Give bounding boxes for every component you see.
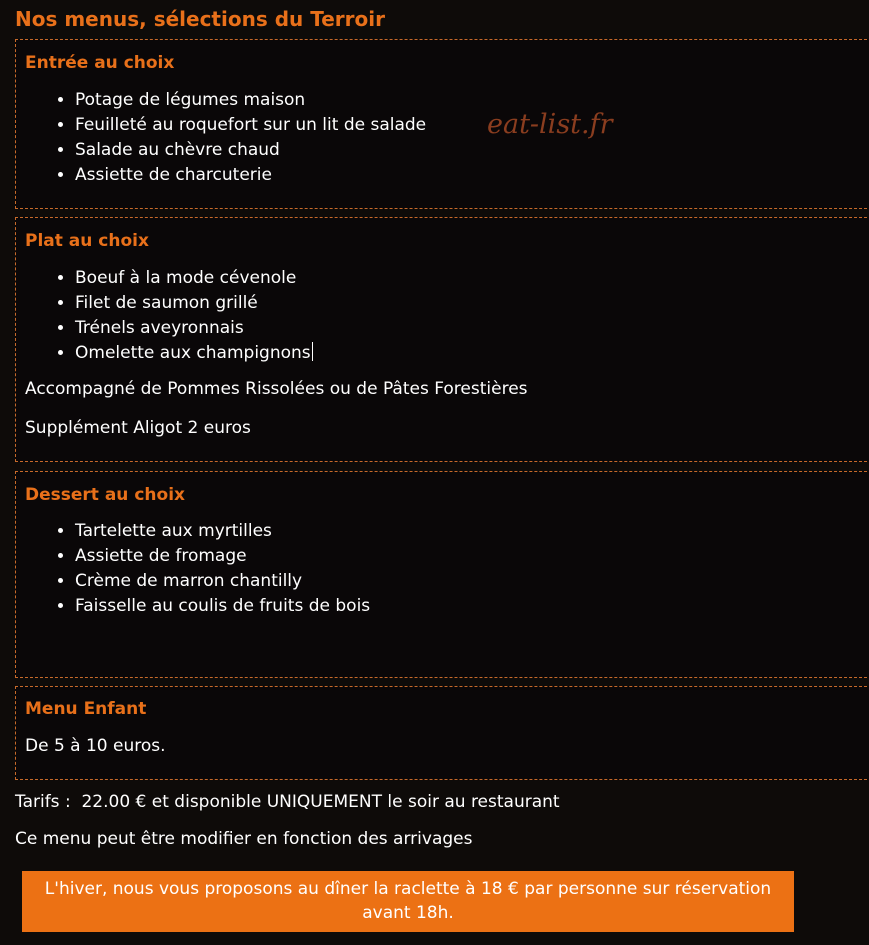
entree-section bbox=[15, 39, 869, 209]
dessert-list bbox=[25, 519, 370, 619]
list-item: • Crème de marron chantilly bbox=[75, 569, 370, 594]
list-item: • Trénels aveyronnais bbox=[75, 316, 313, 341]
plat-section bbox=[15, 217, 869, 462]
watermark-logo: eat-list.fr bbox=[487, 109, 613, 140]
entree-heading: Entrée au choix bbox=[25, 53, 175, 73]
list-item: • Salade au chèvre chaud bbox=[75, 138, 426, 163]
list-item: • Potage de légumes maison bbox=[75, 88, 426, 113]
enfant-section bbox=[15, 686, 869, 780]
dessert-heading: Dessert au choix bbox=[25, 485, 185, 505]
list-item: • Boeuf à la mode cévenole bbox=[75, 266, 313, 291]
list-item: • Tartelette aux myrtilles bbox=[75, 519, 370, 544]
list-item: • Assiette de charcuterie bbox=[75, 163, 426, 188]
plat-heading: Plat au choix bbox=[25, 231, 149, 251]
list-item: • Assiette de fromage bbox=[75, 544, 370, 569]
entree-list bbox=[25, 88, 426, 188]
list-item: • Feuilleté au roquefort sur un lit de salade bbox=[75, 113, 426, 138]
tarifs-text: Tarifs : 22.00 € et disponible UNIQUEMENT le soir au restaurant bbox=[15, 792, 560, 812]
notice-text: Ce menu peut être modifier en fonction des arrivages bbox=[15, 829, 473, 849]
text-cursor bbox=[312, 342, 313, 361]
list-item: • Filet de saumon grillé bbox=[75, 291, 313, 316]
dessert-section bbox=[15, 471, 869, 678]
supplement-text: Supplément Aligot 2 euros bbox=[25, 418, 251, 438]
plat-list bbox=[25, 266, 313, 366]
raclette-banner: L'hiver, nous vous proposons au dîner la raclette à 18 € par personne sur réservation avant 18h. bbox=[22, 871, 794, 932]
page-title: Nos menus, sélections du Terroir bbox=[15, 7, 385, 31]
list-item: • Faisselle au coulis de fruits de bois bbox=[75, 594, 370, 619]
list-item-text: Omelette aux champignons bbox=[75, 343, 311, 363]
list-item bbox=[75, 341, 313, 366]
accompaniment-text: Accompagné de Pommes Rissolées ou de Pâtes Forestières bbox=[25, 379, 528, 399]
enfant-price: De 5 à 10 euros. bbox=[25, 736, 166, 756]
enfant-heading: Menu Enfant bbox=[25, 699, 147, 719]
